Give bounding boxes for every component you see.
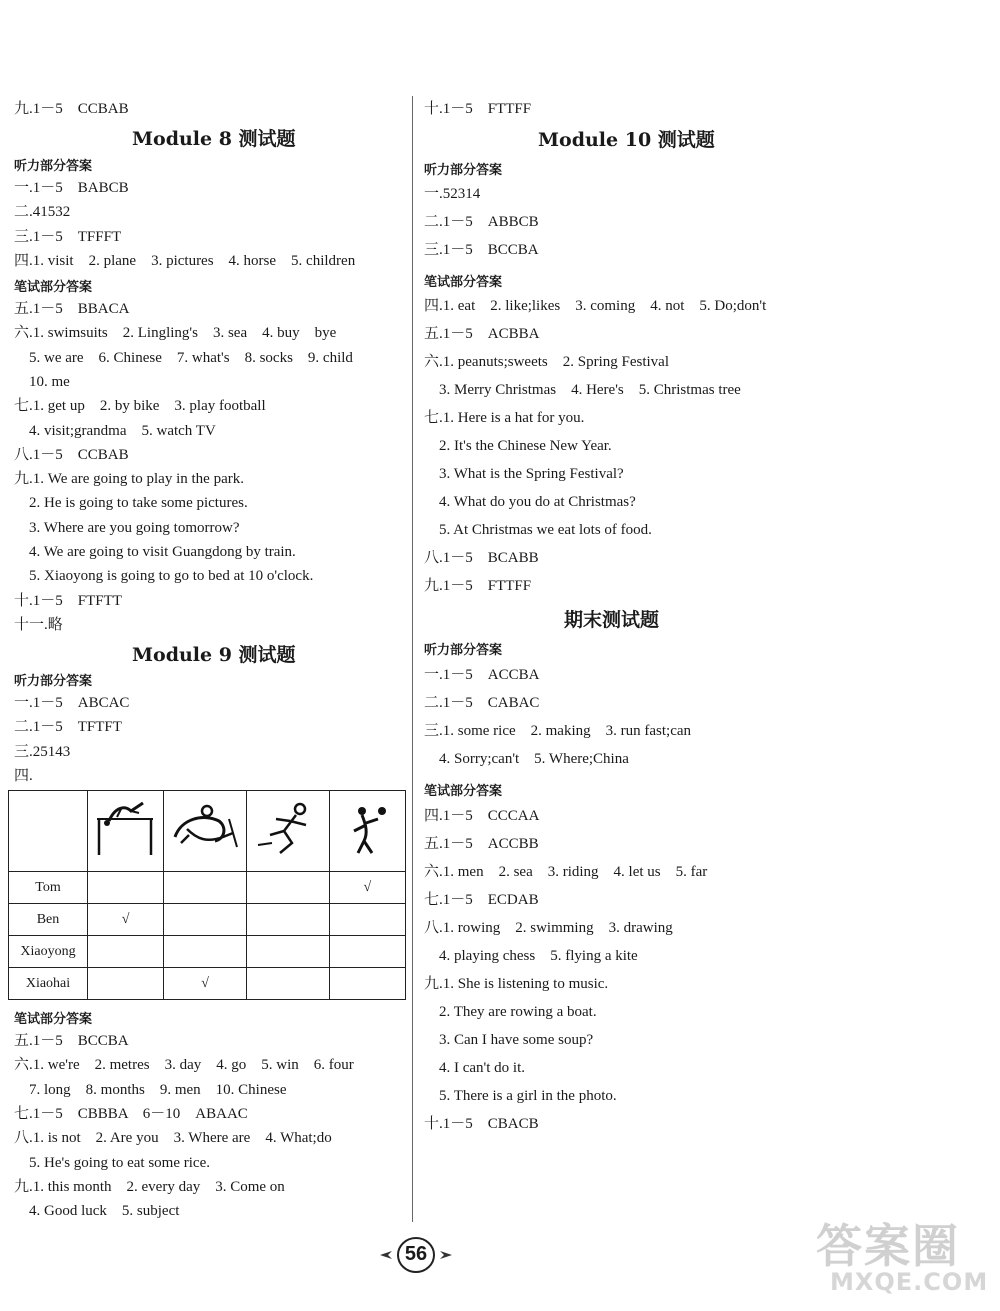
answer-line: 五.1－5 BCCBA bbox=[14, 1033, 129, 1049]
table-cell bbox=[329, 968, 405, 1000]
module9-title: Module 9 测试题 bbox=[132, 644, 296, 666]
answer-line: 4. We are going to visit Guangdong by train. bbox=[14, 544, 296, 560]
answer-line: 九.1. this month 2. every day 3. Come on bbox=[14, 1178, 285, 1195]
module10-title: Module 10 测试题 bbox=[538, 129, 715, 151]
table-row bbox=[9, 872, 406, 904]
answer-line: 3. What is the Spring Festival? bbox=[424, 466, 624, 482]
answer-line: 八.1－5 BCABB bbox=[424, 550, 539, 566]
listening-label: 听力部分答案 bbox=[424, 163, 503, 178]
student-name: Tom bbox=[9, 872, 88, 904]
answer-line: 七.1－5 CBBBA 6－10 ABAAC bbox=[14, 1105, 248, 1122]
answer-line: 三.1－5 TFFFT bbox=[14, 228, 122, 245]
long-jump-icon bbox=[164, 791, 247, 872]
table-cell bbox=[246, 872, 329, 904]
answer-line: 二.1－5 CABAC bbox=[424, 695, 540, 711]
page-number: 56 bbox=[404, 1243, 428, 1265]
module8-title: Module 8 测试题 bbox=[132, 128, 296, 150]
table-cell bbox=[329, 936, 405, 968]
table-cell bbox=[88, 968, 164, 1000]
answer-line: 4. Good luck 5. subject bbox=[14, 1203, 180, 1220]
answer-line: 2. It's the Chinese New Year. bbox=[424, 438, 612, 454]
running-icon bbox=[246, 791, 329, 872]
answer-line: 一.1－5 ACCBA bbox=[424, 667, 540, 683]
answer-line: 二.41532 bbox=[14, 204, 71, 221]
answer-line: 十.1－5 CBACB bbox=[424, 1116, 539, 1132]
answer-line: 三.1－5 BCCBA bbox=[424, 242, 539, 258]
answer-line: 四.1. eat 2. like;likes 3. coming 4. not 5. Do;don't bbox=[424, 298, 767, 314]
answer-line: 七.1－5 ECDAB bbox=[424, 892, 539, 908]
student-name: Xiaohai bbox=[9, 968, 88, 1000]
writing-label: 笔试部分答案 bbox=[14, 280, 93, 295]
table-cell bbox=[329, 904, 405, 936]
table-cell bbox=[246, 904, 329, 936]
high-jump-icon bbox=[88, 791, 164, 872]
answer-line: 二.1－5 TFTFT bbox=[14, 719, 122, 736]
answer-line: 5. At Christmas we eat lots of food. bbox=[424, 522, 652, 538]
answer-line: 5. There is a girl in the photo. bbox=[424, 1088, 617, 1104]
answer-line: 3. Where are you going tomorrow? bbox=[14, 519, 240, 536]
ping-pong-icon bbox=[329, 791, 405, 872]
column-divider bbox=[412, 96, 413, 1222]
answer-line: 4. playing chess 5. flying a kite bbox=[424, 948, 638, 964]
listening-label: 听力部分答案 bbox=[424, 643, 503, 658]
answer-line: 10. me bbox=[14, 373, 70, 390]
answer-line: 五.1－5 BBACA bbox=[14, 301, 130, 317]
answer-line: 五.1－5 ACBBA bbox=[424, 326, 540, 342]
check-mark: √ bbox=[329, 872, 405, 904]
answer-line: 4. What do you do at Christmas? bbox=[424, 494, 636, 510]
student-name: Ben bbox=[9, 904, 88, 936]
answer-line: 九.1. She is listening to music. bbox=[424, 976, 609, 992]
corner-cell bbox=[9, 791, 88, 872]
answer-line: 4. visit;grandma 5. watch TV bbox=[14, 422, 216, 439]
answer-line: 八.1. rowing 2. swimming 3. drawing bbox=[424, 920, 673, 936]
answer-line: 四. bbox=[14, 767, 33, 784]
answer-line: 五.1－5 ACCBB bbox=[424, 836, 539, 852]
answer-line: 十.1－5 FTFTT bbox=[14, 592, 122, 609]
check-mark: √ bbox=[88, 904, 164, 936]
answer-line: 六.1. swimsuits 2. Lingling's 3. sea 4. buy bye bbox=[14, 325, 337, 342]
answer-line: 7. long 8. months 9. men 10. Chinese bbox=[14, 1081, 287, 1098]
student-name: Xiaoyong bbox=[9, 936, 88, 968]
table-row bbox=[9, 968, 406, 1000]
answer-line: 4. I can't do it. bbox=[424, 1060, 526, 1076]
answer-line: 三.1. some rice 2. making 3. run fast;can bbox=[424, 723, 692, 739]
table-cell bbox=[246, 968, 329, 1000]
icon-row bbox=[9, 791, 406, 872]
answer-line: 四.1. visit 2. plane 3. pictures 4. horse 5. children bbox=[14, 252, 356, 269]
answer-line: 一.1－5 BABCB bbox=[14, 180, 129, 196]
answer-line: 六.1. men 2. sea 3. riding 4. let us 5. far bbox=[424, 864, 708, 880]
answer-line: 八.1－5 CCBAB bbox=[14, 446, 129, 463]
check-mark: √ bbox=[164, 968, 247, 1000]
answer-line: 九.1. We are going to play in the park. bbox=[14, 471, 244, 488]
answer-line: 5. we are 6. Chinese 7. what's 8. socks 9. child bbox=[14, 349, 353, 366]
answer-line: 六.1. peanuts;sweets 2. Spring Festival bbox=[424, 354, 669, 370]
watermark-url: MXQE.COM bbox=[830, 1268, 989, 1296]
answer-line: 4. Sorry;can't 5. Where;China bbox=[424, 751, 629, 767]
answer-line: 5. Xiaoyong is going to go to bed at 10 o'clock. bbox=[14, 568, 314, 585]
table-row bbox=[9, 936, 406, 968]
answer-line: 一.1－5 ABCAC bbox=[14, 695, 130, 711]
answer-line: 三.25143 bbox=[14, 743, 71, 760]
listening-label: 听力部分答案 bbox=[14, 159, 93, 174]
answer-line: 十一.略 bbox=[14, 616, 63, 633]
writing-label: 笔试部分答案 bbox=[424, 784, 503, 799]
table-cell bbox=[88, 936, 164, 968]
watermark-text: 答案圈 bbox=[816, 1219, 960, 1273]
answer-line: 2. He is going to take some pictures. bbox=[14, 495, 248, 512]
answer-line: 5. He's going to eat some rice. bbox=[14, 1154, 210, 1171]
answer-line: 3. Merry Christmas 4. Here's 5. Christmas tree bbox=[424, 382, 741, 398]
watermark-logo bbox=[810, 1202, 990, 1302]
sports-table bbox=[8, 790, 406, 1000]
final-exam-title: 期末测试题 bbox=[564, 609, 660, 631]
answer-line: 二.1－5 ABBCB bbox=[424, 214, 539, 230]
answer-line: 2. They are rowing a boat. bbox=[424, 1004, 597, 1020]
table-cell bbox=[164, 872, 247, 904]
table-cell bbox=[88, 872, 164, 904]
answer-line: 七.1. Here is a hat for you. bbox=[424, 410, 585, 426]
page-number-badge bbox=[378, 1235, 454, 1275]
answer-line: 十.1－5 FTTFF bbox=[424, 101, 532, 117]
table-cell bbox=[164, 904, 247, 936]
answer-line: 3. Can I have some soup? bbox=[424, 1032, 594, 1048]
table-cell bbox=[164, 936, 247, 968]
answer-line: 六.1. we're 2. metres 3. day 4. go 5. win 6. four bbox=[14, 1057, 354, 1074]
writing-label: 笔试部分答案 bbox=[14, 1012, 93, 1027]
listening-label: 听力部分答案 bbox=[14, 674, 93, 689]
answer-line: 八.1. is not 2. Are you 3. Where are 4. What;do bbox=[14, 1130, 332, 1147]
answer-line: 四.1－5 CCCAA bbox=[424, 808, 540, 824]
answer-line: 七.1. get up 2. by bike 3. play football bbox=[14, 398, 266, 415]
answer-line: 一.52314 bbox=[424, 186, 481, 202]
answer-line: 九.1－5 FTTFF bbox=[424, 578, 532, 594]
writing-label: 笔试部分答案 bbox=[424, 275, 503, 290]
table-cell bbox=[246, 936, 329, 968]
table-row bbox=[9, 904, 406, 936]
answer-line: 九.1－5 CCBAB bbox=[14, 101, 129, 117]
